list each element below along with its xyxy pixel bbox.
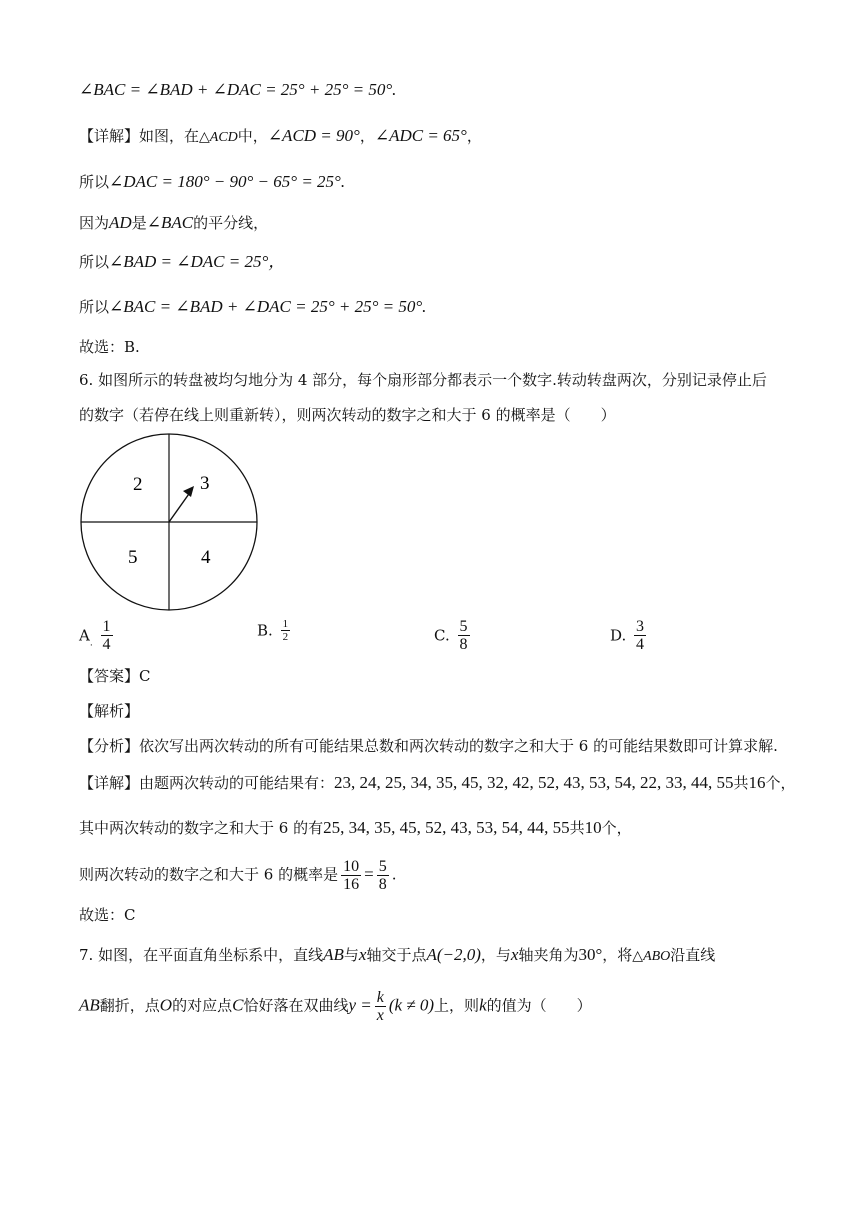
option-d-num: 3 <box>636 618 645 635</box>
option-d-fraction <box>634 618 646 653</box>
q6-detail3-end: . <box>391 865 397 884</box>
sector-top-left: 2 <box>133 474 143 495</box>
segment-ad: AD <box>109 213 132 232</box>
fraction-num-10: 10 <box>343 858 360 875</box>
option-b-num: 1 <box>282 618 289 630</box>
fraction-x: x <box>376 1007 384 1024</box>
total-count: 16 <box>748 773 766 792</box>
favorable-outcomes-list: 25, 34, 35, 45, 52, 43, 53, 54, 44, 55 <box>323 818 570 837</box>
sector-top-right: 3 <box>200 473 210 494</box>
q7-text-l: 的值为（ ） <box>486 996 592 1015</box>
point-o: O <box>159 995 173 1015</box>
sector-bottom-left: 5 <box>128 547 138 568</box>
q6-choose <box>79 905 135 925</box>
all-outcomes-list: 23, 24, 25, 34, 35, 45, 32, 42, 52, 43, 53, 54, 22, 33, 44, 55 <box>334 773 734 792</box>
option-a-label: A <box>79 626 90 645</box>
q7-text-a: 7. 如图，在平面直角坐标系中，直线 <box>79 946 324 964</box>
q7-text-g: 沿直线 <box>670 946 716 964</box>
fraction-den-16: 16 <box>343 876 360 893</box>
k-condition: (k ≠ 0) <box>388 995 435 1015</box>
option-a-fraction <box>101 618 113 653</box>
option-b-fraction <box>281 618 291 643</box>
q6-detail1-post: 共 <box>733 774 749 792</box>
detail-tail: ， <box>466 127 482 145</box>
q7-text-e: 轴夹角为 <box>518 946 579 964</box>
q6-jiexi-text: 【解析】 <box>79 702 140 720</box>
q7-text-j: 恰好落在双曲线 <box>243 996 349 1015</box>
fraction-5-8 <box>377 858 389 893</box>
detail-mid: 中， <box>237 127 268 145</box>
answer-line <box>79 337 140 357</box>
q7-text-i: 的对应点 <box>172 996 233 1015</box>
q7-text-b: 与 <box>343 946 359 964</box>
line-ab: AB <box>323 945 344 964</box>
triangle-acd: △ACD <box>199 130 238 145</box>
angle-30: 30° <box>578 945 603 964</box>
detail-line-5 <box>79 297 426 317</box>
answer-b: 故选：B. <box>79 338 140 356</box>
fraction-k: k <box>376 989 384 1006</box>
var-k: k <box>479 995 487 1015</box>
q6-detail3-pre: 则两次转动的数字之和大于 6 的概率是 <box>79 865 339 884</box>
q6-answer-text: 【答案】C <box>79 667 151 685</box>
angle-bac-eq: ∠BAC = ∠BAD + ∠DAC = 25° + 25° = 50°. <box>109 297 427 316</box>
x-axis-var: x <box>358 945 367 964</box>
angle-adc-eq: ∠ADC = 65° <box>374 126 467 145</box>
q6-choose-text: 故选：C <box>79 906 136 924</box>
detail-line-2 <box>79 172 345 192</box>
sector-bottom-right: 4 <box>201 547 211 568</box>
option-d-label: D. <box>610 626 627 645</box>
fraction-10-16 <box>341 858 361 893</box>
q7-text-k: 上，则 <box>434 996 480 1015</box>
fraction-k-x <box>375 989 386 1024</box>
option-d-den: 4 <box>636 636 645 653</box>
equals-sign: = <box>364 864 374 884</box>
option-a[interactable] <box>79 618 116 653</box>
q6-detail-1 <box>79 773 796 793</box>
q6-fenxi <box>79 736 778 756</box>
q6-stem-2 <box>79 405 616 425</box>
so-text: 所以 <box>79 298 110 316</box>
q7-text-c: 轴交于点 <box>366 946 427 964</box>
fraction-den-8: 8 <box>378 876 387 893</box>
q6-fenxi-text: 【分析】依次写出两次转动的所有可能结果总数和两次转动的数字之和大于 6 的可能结果数即可计算求解. <box>79 737 778 755</box>
q6-detail1-pre: 【详解】由题两次转动的可能结果有： <box>79 774 335 792</box>
q6-detail-3 <box>79 858 396 893</box>
is-text: 是 <box>131 214 147 232</box>
q6-stem-text-2: 的数字（若停在线上则重新转），则两次转动的数字之和大于 6 的概率是（ ） <box>79 406 616 424</box>
q6-detail2-pre: 其中两次转动的数字之和大于 6 的有 <box>79 819 324 837</box>
q6-jiexi <box>79 701 139 721</box>
q6-detail2-end: 个， <box>601 819 632 837</box>
triangle-abo: △ABO <box>632 949 671 964</box>
angle-acd-eq: ∠ACD = 90° <box>267 126 360 145</box>
detail-line-3 <box>79 213 268 233</box>
favorable-count: 10 <box>584 818 602 837</box>
q6-answer <box>79 666 150 686</box>
option-a-num: 1 <box>102 618 111 635</box>
angle-dac-eq: ∠DAC = 180° − 90° − 65° = 25°. <box>109 172 346 191</box>
fraction-num-5: 5 <box>378 858 387 875</box>
q7-text-f: ，将 <box>602 946 633 964</box>
angle-bad-eq: ∠BAD = ∠DAC = 25°， <box>109 252 286 271</box>
detail-line-4 <box>79 252 285 272</box>
option-c-label: C. <box>434 626 450 645</box>
option-b-label: B. <box>257 621 273 640</box>
q7-stem-2 <box>79 989 592 1024</box>
option-c-fraction <box>458 618 470 653</box>
option-b[interactable] <box>257 618 293 643</box>
formula-line <box>79 80 396 100</box>
angle-equation: ∠BAC = ∠BAD + ∠DAC = 25° + 25° = 50°. <box>79 80 397 99</box>
q6-stem-text-1: 6. 如图所示的转盘被均匀地分为 4 部分，每个扇形部分都表示一个数字.转动转盘两次，分别记录停止后 <box>79 371 767 389</box>
spinner-pointer <box>169 491 191 522</box>
q7-text-h: 翻折，点 <box>99 996 160 1015</box>
y-equals: y = <box>348 995 372 1015</box>
q6-stem-1 <box>79 370 767 390</box>
detail-sep: ， <box>359 127 375 145</box>
option-c[interactable] <box>434 618 473 653</box>
so-text: 所以 <box>79 173 110 191</box>
q7-stem-1 <box>79 945 715 967</box>
because-text: 因为 <box>79 214 110 232</box>
q7-text-d: ，与 <box>480 946 511 964</box>
option-a-sep: . <box>89 638 93 649</box>
q6-detail2-post: 共 <box>569 819 585 837</box>
q6-detail-2 <box>79 818 632 838</box>
detail-lead: 【详解】如图，在 <box>79 127 200 145</box>
so-text: 所以 <box>79 253 110 271</box>
option-b-den: 2 <box>282 631 289 643</box>
bisector-text: 的平分线， <box>193 214 269 232</box>
option-a-den: 4 <box>102 636 111 653</box>
option-c-den: 8 <box>459 636 468 653</box>
point-c: C <box>232 995 244 1015</box>
point-a: A(−2,0) <box>426 945 481 964</box>
q6-detail1-end: 个， <box>765 774 796 792</box>
spinner-figure <box>79 433 261 613</box>
x-axis-var-2: x <box>510 945 519 964</box>
option-d[interactable] <box>610 618 649 653</box>
option-c-num: 5 <box>459 618 468 635</box>
angle-bac: ∠BAC <box>146 213 194 232</box>
detail-line-1 <box>79 126 482 148</box>
line-ab-2: AB <box>79 995 100 1015</box>
